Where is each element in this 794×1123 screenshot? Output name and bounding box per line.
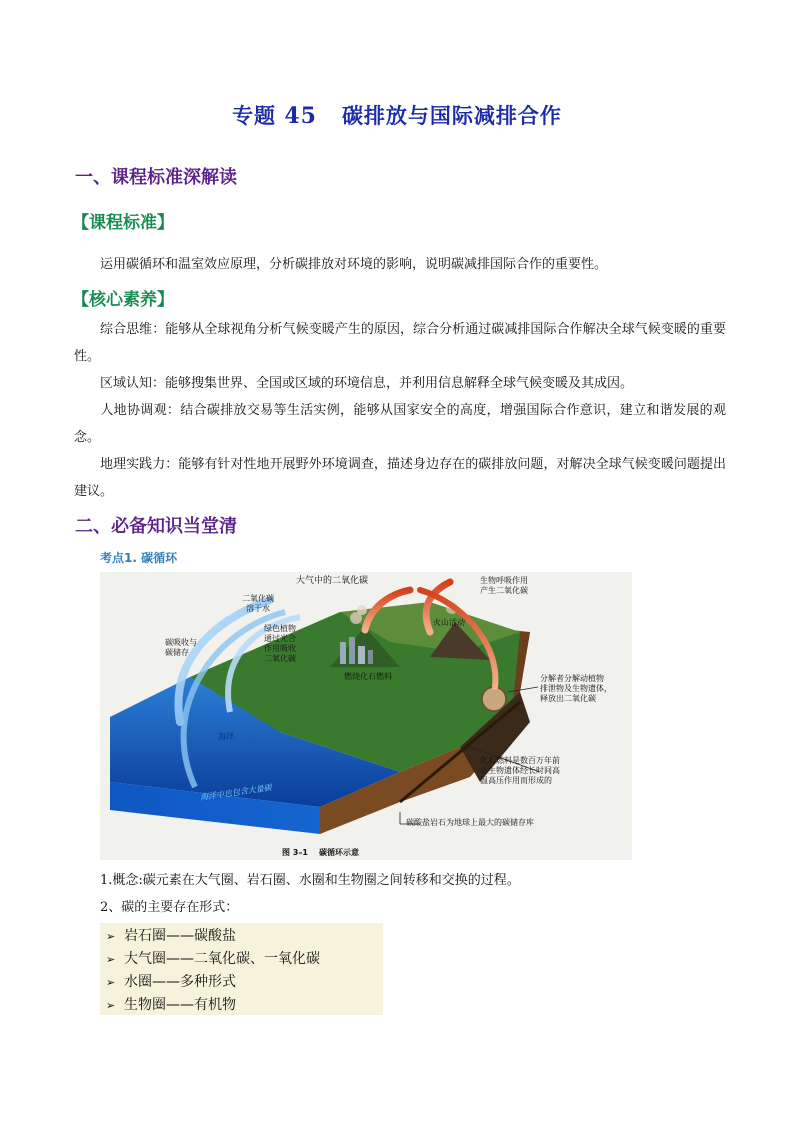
literacy-item-text: 地理实践力：能够有针对性地开展野外环境调查，描述身边存在的碳排放问题，对解决全球气候变暖问题提出建议。 [74,457,726,499]
point-label: 考点1. 碳循环 [100,551,178,565]
list-item-text: 水圈——多种形式 [124,974,236,990]
label-ocean-carbon: 海洋中也包含大量碳 [199,783,273,802]
label-ocean: 海洋 [218,732,234,741]
list-item-text: 岩石圈——碳酸盐 [124,928,236,944]
label-bio-respiration: 生物呼吸作用 产生二氧化碳 [480,576,528,595]
carbon-cycle-diagram [100,572,632,860]
standards-text-content: 运用碳循环和温室效应原理，分析碳排放对环境的影响，说明碳减排国际合作的重要性。 [100,257,608,272]
title-number: 45 [284,103,317,129]
arrow-bullet-icon: ➢ [106,953,116,966]
label-fossil-formation: 化石燃料是数百万年前 古生物遗体经长时间高 温高压作用而形成的 [480,756,560,785]
title-prefix: 专题 [232,103,277,128]
list-item [106,994,236,1014]
literacy-heading: 【核心素养】 [72,290,174,310]
label-decomposers: 分解者分解动植物 排泄物及生物遗体， 释放出二氧化碳 [540,674,612,703]
forms-title: 2、碳的主要存在形式： [100,900,239,915]
label-fossil-burn: 燃烧化石燃料 [344,672,392,681]
standards-text [74,251,726,278]
literacy-item [74,316,726,370]
label-absorb-store: 碳吸收与 碳储存 [165,638,197,657]
arrow-bullet-icon: ➢ [106,976,116,989]
section-heading-2: 二、必备知识当堂清 [75,516,237,537]
literacy-item-text: 综合思维：能够从全球视角分析气候变暖产生的原因，综合分析通过碳减排国际合作解决全球气候变暖的重要性。 [74,322,726,364]
label-co2-dissolve: 二氧化碳 溶于水 [242,594,274,613]
literacy-item [74,397,726,451]
label-volcano: 火山活动 [433,618,465,627]
literacy-item [74,451,726,505]
arrow-bullet-icon: ➢ [106,999,116,1012]
literacy-item-text: 区域认知：能够搜集世界、全国或区域的环境信息，并利用信息解释全球气候变暖及其成因。 [100,376,634,391]
section-heading-1: 一、课程标准深解读 [75,167,237,188]
page-title [0,100,794,130]
list-item [106,971,236,991]
concept-text: 1.概念:碳元素在大气圈、岩石圈、水圈和生物圈之间转移和交换的过程。 [100,873,520,888]
label-carbonate-rock: 碳酸盐岩石为地球上最大的碳储存库 [406,818,534,827]
diagram-caption: 图 3–1 碳循环示意 [282,848,360,857]
list-item [106,948,320,968]
list-item-text: 大气圈——二氧化碳、一氧化碳 [124,951,320,967]
standards-heading: 【课程标准】 [72,213,174,233]
literacy-item-text: 人地协调观：结合碳排放交易等生活实例，能够从国家安全的高度，增强国际合作意识，建立和谐发展的观念。 [74,403,726,445]
arrow-bullet-icon: ➢ [106,930,116,943]
label-atmosphere-co2: 大气中的二氧化碳 [296,576,369,586]
list-item-text: 生物圈——有机物 [124,997,236,1013]
forms-box [100,923,383,1015]
title-text: 碳排放与国际减排合作 [341,103,562,128]
list-item [106,925,236,945]
literacy-item [74,370,726,397]
carbon-cycle-illustration [100,572,632,860]
label-photosynthesis: 绿色植物 通过光合 作用吸收 二氧化碳 [264,624,296,663]
